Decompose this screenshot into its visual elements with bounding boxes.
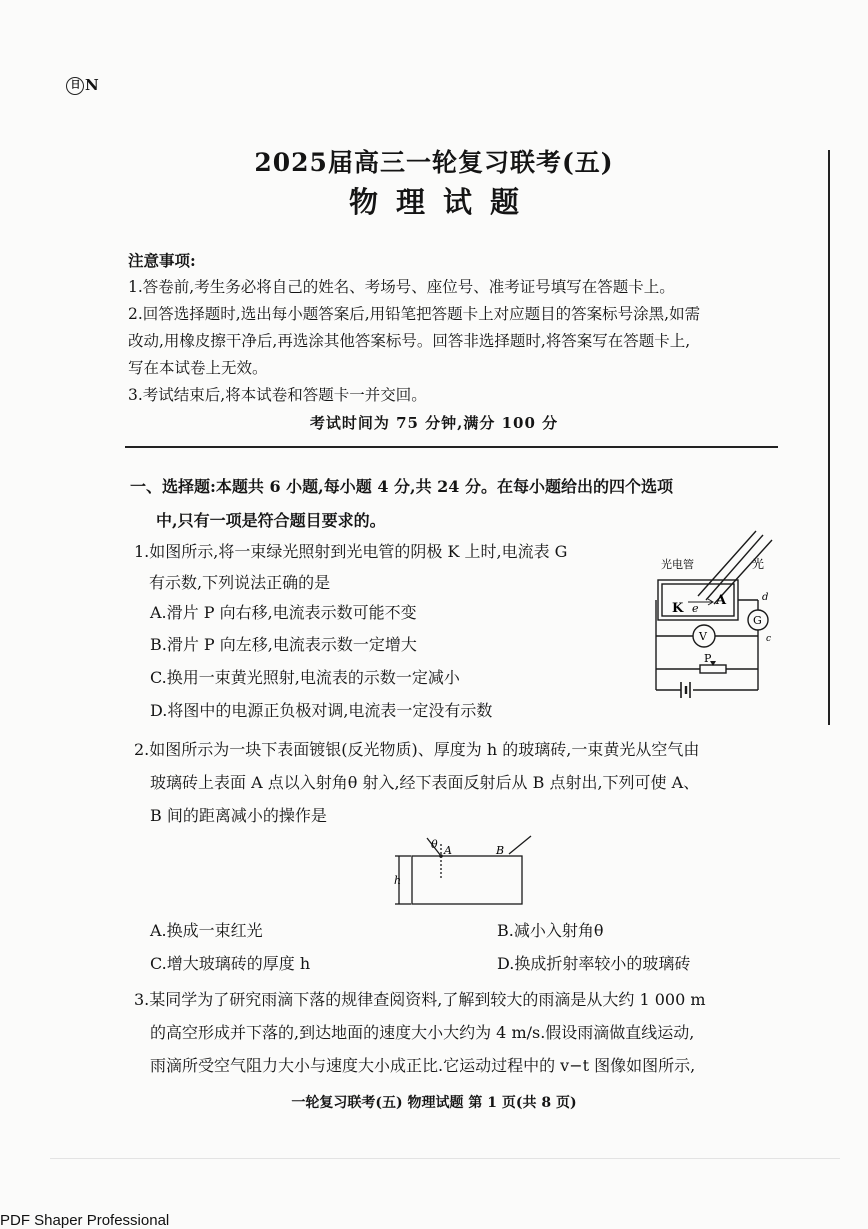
slider-label: P [704, 652, 712, 665]
q1-line: 1.如图所示,将一束绿光照射到光电管的阴极 K 上时,电流表 G [134, 542, 568, 561]
q2-option-a: A.换成一束红光 [150, 921, 263, 940]
theta-label: θ [431, 838, 438, 851]
page-edge-line [50, 1158, 840, 1159]
corner-mark [66, 76, 98, 95]
node-d-label: d [762, 592, 769, 603]
q1-option-b: B.滑片 P 向左移,电流表示数一定增大 [150, 635, 417, 654]
exam-title: 2025届高三一轮复习联考(五) [254, 148, 614, 177]
section-line: 中,只有一项是符合题目要求的。 [156, 511, 386, 530]
q1-option-d: D.将图中的电源正负极对调,电流表一定没有示数 [150, 701, 493, 720]
q1-option-c: C.换用一束黄光照射,电流表的示数一定减小 [150, 668, 460, 687]
subject-title: 物理试题 [348, 185, 537, 219]
section-heading [130, 470, 780, 538]
notice-heading: 注意事项: [128, 251, 196, 270]
divider [125, 446, 778, 448]
voltmeter-label: V [699, 630, 707, 643]
emergent-ray [509, 836, 531, 854]
page-footer: 一轮复习联考(五) 物理试题 第 1 页(共 8 页) [291, 1095, 577, 1111]
photoelectric-circuit-diagram [648, 530, 778, 700]
question-1-stem [134, 536, 654, 598]
notice-item: 2.回答选择题时,选出每小题答案后,用铅笔把答题卡上对应题目的答案标号涂黑,如需 [128, 305, 701, 323]
light-label: 光 [752, 557, 765, 571]
light-beam [698, 531, 756, 596]
watermark-text: PDF Shaper Professional [0, 1212, 170, 1229]
q1-option-a: A.滑片 P 向右移,电流表示数可能不变 [150, 603, 417, 622]
q3-line: 3.某同学为了研究雨滴下落的规律查阅资料,了解到较大的雨滴是从大约 1 000 m [134, 990, 706, 1009]
rheostat [700, 665, 726, 673]
node-c-label: c [766, 634, 772, 644]
q1-line: 有示数,下列说法正确的是 [149, 573, 331, 592]
notice-item: 1.答卷前,考生务必将自己的姓名、考场号、座位号、准考证号填写在答题卡上。 [128, 278, 675, 296]
q2-line: 玻璃砖上表面 A 点以入射角θ 射入,经下表面反射后从 B 点射出,下列可使 A、 [150, 773, 700, 792]
question-3-stem [134, 983, 784, 1082]
glass-block-diagram [385, 828, 535, 908]
corner-circle-char: 日 [66, 77, 84, 95]
galvanometer-label: G [753, 614, 762, 627]
q3-line: 的高空形成并下落的,到达地面的速度大小大约为 4 m/s.假设雨滴做直线运动, [150, 1023, 695, 1042]
tube-label: 光电管 [661, 558, 694, 571]
notice-item: 写在本试卷上无效。 [128, 359, 268, 377]
question-2-stem [134, 733, 784, 832]
q2-line: 2.如图所示为一块下表面镀银(反光物质)、厚度为 h 的玻璃砖,一束黄光从空气由 [134, 740, 700, 759]
notice-item: 3.考试结束后,将本试卷和答题卡一并交回。 [128, 386, 427, 404]
thickness-label: h [394, 874, 402, 887]
anode-label: A [716, 593, 727, 608]
q3-line: 雨滴所受空气阻力大小与速度大小成正比.它运动过程中的 v−t 图像如图所示, [150, 1056, 696, 1075]
q2-option-c: C.增大玻璃砖的厚度 h [150, 954, 311, 973]
cathode-label: K [672, 601, 684, 616]
point-b-label: B [496, 844, 505, 857]
notice-block [128, 247, 778, 409]
q2-line: B 间的距离减小的操作是 [150, 806, 327, 825]
q2-option-b: B.减小入射角θ [497, 921, 604, 940]
q2-option-d: D.换成折射率较小的玻璃砖 [497, 954, 691, 973]
glass-block [412, 856, 522, 904]
notice-item: 改动,用橡皮擦干净后,再选涂其他答案标号。回答非选择题时,将答案写在答题卡上, [128, 332, 691, 350]
electron-label: e [692, 602, 699, 615]
section-line: 一、选择题:本题共 6 小题,每小题 4 分,共 24 分。在每小题给出的四个选项 [130, 477, 674, 496]
corner-letter: N [85, 76, 98, 94]
point-a-label: A [444, 844, 452, 857]
right-margin-rule [828, 150, 830, 725]
exam-time-info: 考试时间为 75 分钟,满分 100 分 [309, 414, 559, 432]
